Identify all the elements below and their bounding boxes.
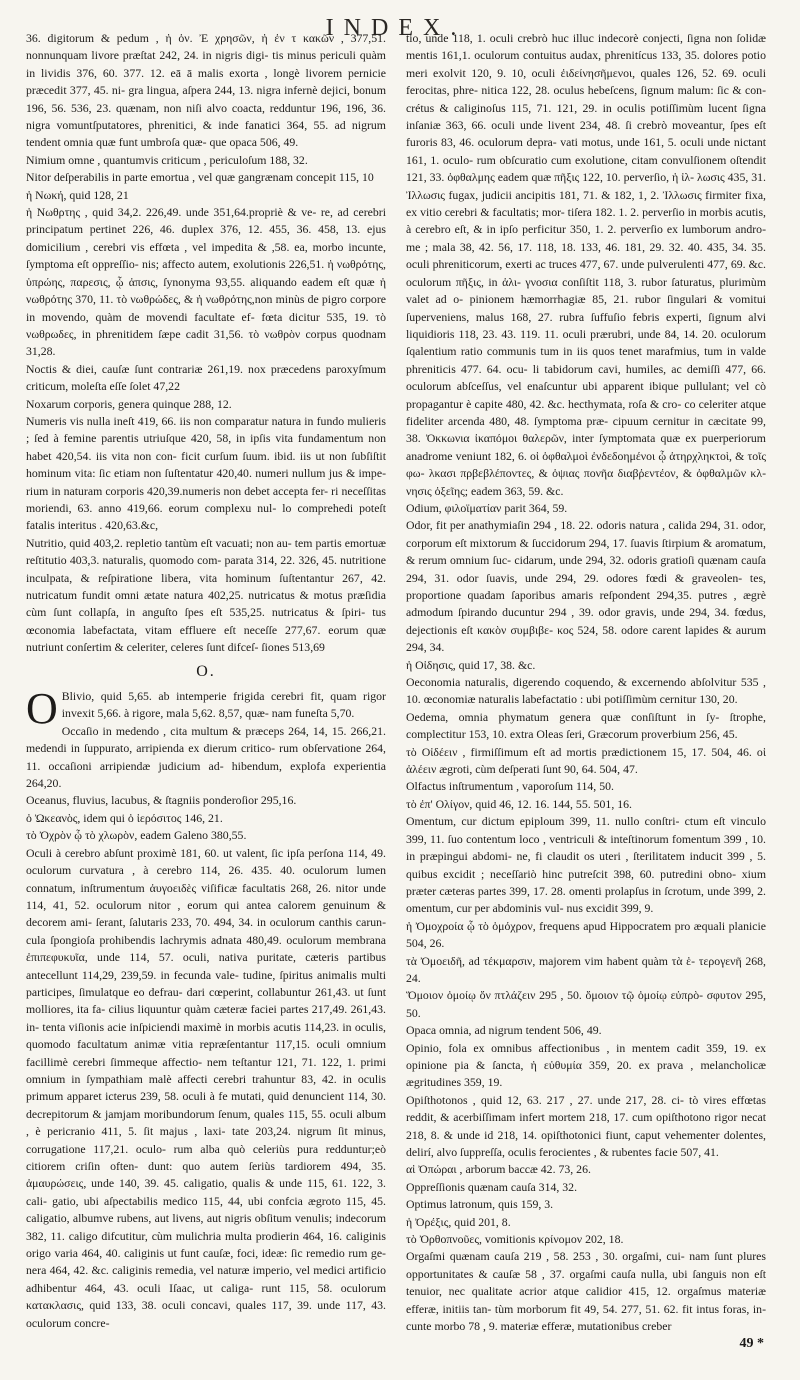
entry-paragraph: Occaſio in medendo , cita multum & præceps 264, 14, 15. 266,21. medendi in ſuppurato, arripienda ex dierum critico- rum obſervatione 264, 11. occaſioni arripiendæ judicium ad- hibendum, explofa experientia 264,20. [26,723,386,791]
right-column [406,30,766,1362]
entry-paragraph: Noctis & diei, cauſæ ſunt contrariæ 261,19. nox præcedens paroxyſmum criticum, moleſta eſſe ſolet 47,22 [26,361,386,394]
entry-paragraph: Ὅμοιον ὁμοίῳ ὅν πτλάζειν 295 , 50. ὅμοιον τῷ ὁμοίῳ εὐπρὸ- σφυτον 295, 50. [406,988,766,1020]
entry-paragraph: Oeconomia naturalis, digerendo coquendo, & excernendo abſolvitur 535 , 10. œconomiæ naturalis labefactatio : ubi potiſſimùm cernitur 130, 20. [406,675,766,707]
entry-paragraph: Oedema, omnia phymatum genera quæ conſiſtunt in ſy- ſtrophe, complectitur 153, 10. extra Oleas ſeri, Græcorum proverbium 256, 45. [406,709,766,742]
entry-paragraph: Nitor deſperabilis in parte emortua , vel quæ gangrænam concepit 115, 10 [26,170,374,185]
entry-paragraph: ὁ Ὠκεανὸς, idem qui ὁ ἱερόσιτος 146, 21. [26,810,223,825]
entry-paragraph: τὸ Ὀρθοπνοῦες, vomitionis κρίνομον 202, 18. [406,1232,624,1247]
entry-paragraph: Olfactus inſtrumentum , vaporoſum 114, 50. [406,779,614,794]
signature-mark: 49 * [739,1336,764,1351]
entry-paragraph: ἡ Οἰδησις, quid 17, 38. &c. [406,657,536,672]
drop-cap-initial: O [26,684,58,734]
left-column [26,30,386,1362]
entry-paragraph: τὸ Ὀχρὸν ᾧ τὸ χλωρὸν, eadem Galeno 380,55. [26,828,247,843]
entry-paragraph: Odor, fit per anathymiaſin 294 , 18. 22. odoris natura , calida 294, 31. odor, corporum eſt mixtorum & ſuccidorum 294, 17. ſuavis ſtirpium & aromatum, & rerum omnium ſuc- cidarum, unde 294, 32. odoris gratioſi quænam cauſa 294, 31. odor ſuavis, unde 294, 29. odores fœdi & graveolen- tes, proportione quadam ſaporibus amaris reſpondent 294,35. putres , ægrè admodum ſpirando ducuntur 294 , 39. odor gravis, unde 294, 34. fœdus, dejectionis eſt κακὸν συμβιβε- κος 524, 58. odore carent lapides & aurum 294, 34. [406,518,766,655]
entry-paragraph: 36. digitorum & pedum , ἡ ὀν. Ἐ χρησῶν, ἡ ἐν τ κακῶν , 377,51. nonnunquam livore præſtat 242, 24. in nigris digi- tis minus periculi quàm in lividis 376, 60. 377. 12. eā ā malis exorta , longè livorem pernicie præcedit 377, 45. ni- gra lingua, aſpera 244, 13. nigra infernè dejici, bonum 196, 56. 536, 23. quænam, non niſi alvo coacta, redduntur 196, 196, 36. nigra vomuntſputatores, phrenitici, & inde fanatici 364, 55. ad nigrum tendent omnia quæ funt umbroſa quæ- que opaca 506, 49. [26,31,386,150]
running-head: INDEX. [325,15,467,41]
entry-paragraph: Opaca omnia, ad nigrum tendent 506, 49. [406,1023,602,1038]
entry-paragraph: τὸ ἐπ' Ολίγον, quid 46, 12. 16. 144, 55. 501, 16. [406,796,632,811]
entry-paragraph: ἡ Ὀρέξις, quid 201, 8. [406,1214,511,1229]
entry-paragraph: tio, unde 118, 1. oculi crebrò huc illuc indecorè conjecti, ſigna non ſolidæ mentis 161,1. oculorum contuitus audax, phrenitícus 133, 35. dolores potio meri exolvit 120, 9. 10, oculi ἐιδείνησῆμενοι, quales 126, 52. 69. oculi ferocitas, phre- nitica 122, 28. oculus hebeſcens, ſignum malum: ſic & con- crétus & caliginoſus 115, 71. 121, 29. in oculis potiſſimùm lucent ſigna inſaniæ 363, 66. oculi unde livent 234, 48. ſi crebrò moveantur, ſpes eſt furoris 83, 46. oculorum depra- vati motus, unde 161, 5. oculi unde nictant 161, 1. oculo- rum obſcuratio cum exolutione, citam convulſionem oſtendit 121, 33. ὀφθαλμης eadem quæ πῆξις 122, 10. perverſio, ἡ ἰλ- λωσις 435, 31. Ἰλλωσις fugax, judicii ancipitis 181, 71. & 182, 1, 2. Ἰλλωσις firmiter fixa, ex vitio cerebri & facultatis; mor- tiſera 182. 1. 2. perverſio in morbis acutis, à cerebro eſt, & in ipſo perficitur 350, 1. 2. perverſio ex lumborum andro- me ; mala 38, 42. 56, 17. 118, 18. 133, 46. 181, 29. 32. 40. 435, 34. 35. oculi phreniticorum, exerti ac truces 477, 67. unde pulverulenti 477, 69. &c. oculorum πῆξις, in ἀλι- γνοσια conſiſtit 118, 3. rubor ſaturatus, plurimùm valet ad o- pinionem hæmorrhagiæ 85, 21. rubor ſingulari & vomitui ſuperveniens, malus 168, 27. rubra ſuffuſio febris experti, ſignum alvi liquidioris 118, 23. 43. 119. 11. oculi prærubri, unde 84, 14. 20. oculorum ſqalentium ratio communis tum in iis quos tenet marafmius, tum in valde phreniticis 477. 64. ocu- li tabidorum cavi, humiles, ac demiſſi 477, 66. oculorum abſceſſus, vel enaſcuntur ubi apparent ibique pullulant; vel cò propagantur è capite 480, 42. &c. hecthymata, roſa & cro- co celeriter atque fideliter arcenda 480, 48. ſymptoma præ- cipuum cernitur in cæcitate 99, 38. Ὀκκωνια ἰκαπόμοι θαλερῶν, inter ſymptomata quæ ex puerperiorum anadrome veniunt 182, 6. οἱ ὀφθαλμοὶ ἐνδεδοημένοι ᾧ ἀτηρχληκτοὶ, & τοῖς φω- λκασι πρβεβλέποντες, & ὀψιας πονῆα διαβῤεντέον, & ὀφθαλμῶν κλ- νησις ὀξεῖης; eadem 363, 59. &c. [406,31,766,498]
entry-paragraph: Nimium omne , quantumvis criticum , periculoſum 188, 32. [26,152,308,167]
entry-paragraph: τὸ Οἰδέειν , firmiſſimum eſt ad mortis prædictionem 15, 17. 504, 46. οἱ ἀλέειν ægroti, cùm deſperati ſunt 90, 64. 504, 47. [406,744,766,777]
entry-paragraph: Optimus latronum, quis 159, 3. [406,1197,554,1212]
entry-paragraph: Oceanus, fluvius, lacubus, & ſtagniis ponderoſior 295,16. [26,793,297,808]
entry-paragraph: ἡ Ὀμοχροία ᾧ τὸ ὁμόχρον, frequens apud Hippocratem pro æquali planicie 504, 26. [406,918,766,951]
entry-paragraph: ἡ Νωκή, quid 128, 21 [26,187,129,202]
entry-paragraph: Nutritio, quid 403,2. repletio tantùm eſt vacuati; non au- tem partis emortuæ reſtitutio 403,3. naturalis, quomodo com- parata 314, 22. 326, 45. nutritione inculpata, & reſpiratione libera, vita hominum ſuſtentantur 267, 42. nutricatum fundit omni ætate natura 402,25. nutricatus & motus præſidia cùm ſunt collapſa, in anguſto ſpes eſt 535,25. nutricatus & ſpiri- tus œconomia labefactata, vitam effluere eſt neceſſe 277,67. eorum quæ nutriunt conſertim & celeriter, celeres ſunt difceſ- ſiones 513,69 [26,535,386,655]
two-column-text [26,30,766,1362]
entry-paragraph [26,684,386,734]
entry-paragraph: Oppreſſionis quænam cauſa 314, 32. [406,1179,578,1194]
entry-paragraph: αἱ Ὀπώραι , arborum baccæ 42. 73, 26. [406,1162,591,1177]
entry-paragraph: Odium, φιλοϊματίαν parit 364, 59. [406,500,568,515]
entry-paragraph: ἡ Νωθρτης , quid 34,2. 226,49. unde 351,64.propriè & ve- re, ad cerebri principatum pertinet 226, 46. duplex 376, 12. 455, 36. 458, 13. ejus domicilium , cerebri vis effœta , vel impedita & ,58. ea, morbo incunte, ſymptoma eſt oppreſſio- nis; affecto autem, exolutionis 226,51. ἡ νωθρότης, ὑπρώης, παρεσις, ᾧ ἀπσις, ſynonyma 93,55. aliquando eadem eſt quæ ἡ νωθρότης 370, 11. τὸ νωθρώδες, & ἡ νωθρότης,non minùs de pigro corpore in movendo, quàm de movendi facultate ef- fœta dicitur 535, 19. τὸ νωθρωδες, in phrenitidem ſæpe cadit 31,56. τὸ νωθρὸν corpus quodnam 31,28. [26,205,386,359]
entry-paragraph: Numeris vis nulla ineſt 419, 66. iis non comparatur natura in fundo mulieris ; ſed à femine parentis utriuſque 420, 58, in ipſis vita fundamentum non habet 420,54. iis vita non con- ficit curſum ſuum. ibid. iis ut non ſubſiſtit hominum vita: ſic etiam non ſuſtentatur 420,40. numeri nullum jus & impe- rium in naturam corporis 420,39.numeris non debet accepta fer- ri neceſſitas moriendi, 63. anno 419,66. eorum complexu nul- lo comprehedi poteſt fatalis interitus . 420,63.&c, [26,413,386,533]
entry-paragraph: Oculi à cerebro abſunt proximè 181, 60. ut valent, ſic ipſa perſona 114, 49. oculorum curvatura , à cerebro 114, 26. 435. 40. oculorum lumen connatum, inſtrumentum ἀυγοειδὲς viſificæ facultatis 268, 26. nitor unde 114, 41, 52. oculorum nitor , eorum qui antea calorem genuinum & decorem ami- ſerant, ſalutaris 233, 70. 494, 34. in oculorum canthis carun- cula ſpongioſa prohibendis lachrymis adnata 480,49. oculorum membrana ἐπιπεφυκυῖα, unde 114, 57. oculi, nativa puritate, cæteris partibus antecellunt 114,29, 239,59. in fecunda vale- tudine, ſpiritus animalis multi participes, ſimulatque eo defrau- dari cœperint, collabuntur 261,43. ut ſunt molliores, ita fa- cilius liquuntur quàm cæteræ faciei partes 217,49. 261,43. in- tenta viſionis acie inſpiciendi maximè in morbis acutis 114,23. in oculis, quomodo facultatum animæ vitia repræſentantur 117,15. oculi omnium facillimè cerebri ſimmeque affectio- nem teſtantur 121, 71. 122, 1. primi omnium in ſympathiam malè affecti cerebri trahuntur 83, 42. in oculis primum apparet icterus 239, 58. oculi à fe mutati, quid denuncient 114, 30. decrepitorum & jamjam moribundorum ſenum, quales 115, 55. oculi album , è pericranio 411, 5. ſit majus , laxi- tate 203,24. nigrum ſit minus, corrugatione 117,21. oculo- rum alba quò celeriùs pura redduntur;eò citiorem criſin often- dunt: quo autem ſeriùs tardiorem 494, 35. ἀμαυρώσεις, unde 140, 39. 45. caligatio, qualis & unde 115, 61. 122, 3. cali- gatio, ubi aſpectabilis medico 115, 44, ubi confcia ægroto 115, 45. caligatio, albumve rubens, aut livens, aut nigris obſitum venulis; indecorum 382, 11. caligo difcutitur, cùm mulichria multa prodierin 464, 16. caliginis origo varia 464, 40. caliginis ut funt cauſæ, foci, ideæ: ſic remedio rum ge- nera 464, 42. &c. caliginis remedia, vel naturæ imperio, vel medici artificio adhibentur 464, 43. oculi Iſaac, ut caliga- runt 115, 58. oculorum κατακλασις, quid 133, 38. oculi concavi, quales 117, 39. unde 117, 43. oculorum concre- [26,845,386,1330]
entry-paragraph: Opiſthotonos , quid 12, 63. 217 , 27. unde 217, 28. ci- tò vires effœtas reddit, & acerbiſſimam infert mortem 218, 17. cum opiſthotono rigor necat 218, 8. & unde id 218, 14. opiſthotonici fiunt, caput vehementer dolentes, delirí, alvo ſuppreſſa, oculis ferocientes , & rubentes facie 507, 41. [406,1092,766,1159]
entry-paragraph: Orgaſmi quænam cauſa 219 , 58. 253 , 30. orgaſmi, cui- nam ſunt plures opportunitates & cauſæ 58 , 37. orgaſmi cauſa nulla, ubi ſanguis non eſt tenuior, nec qualitate acrior atque calidior 415, 12. orgaſmus materiæ efferæ, initiis tan- tùm morborum fit 49, 54. 277, 51. 62. fit intus foras, in- cunte morbo 78 , 9. materiæ efferæ, mutationibus creber [406,1249,766,1334]
entry-text: Blivio, quid 5,65. ab intemperie frigida cerebri fit, quam rigor invexit 5,66. à rigore, mala 5,62. 8,57, quæ- nam funeſta 5,70. [61,689,386,721]
section-letter: O. [196,662,216,680]
entry-paragraph: Noxarum corporis, genera quinque 288, 12. [26,396,232,411]
entry-paragraph: Omentum, cur dictum epiploum 399, 11. nullo conſtri- ctum eſt vinculo 399, 11. ſuo contentum loco , ventriculi & inteſtinorum fomentum 399 , 10. in præpingui abdomi- ne, fi claudit os uteri , ſterilitatem inducit 399 , 5. quibus excidit ; neceſſariò hinc putreſcit 398, 60. putredini obno- xium præter cæteras partes 399, 17. 28. omenti prolapſus in ſcrotum, unde 399, 2. omentum, cur per abdominis vul- nus excidit 399, 9. [406,814,766,916]
entry-paragraph: Opinio, fola ex omnibus affectionibus , in mentem cadit 359, 19. ex opinione pia & ſancta, ἡ εὐθυμία 359, 20. ex prava , melancholicæ ægritudines 359, 19. [406,1040,766,1090]
entry-paragraph: τὰ Ὀμοειδῆ, ad τέκμαρσιν, majorem vim habent quàm τὰ ἑ- τερογενῆ 268, 24. [406,953,766,985]
